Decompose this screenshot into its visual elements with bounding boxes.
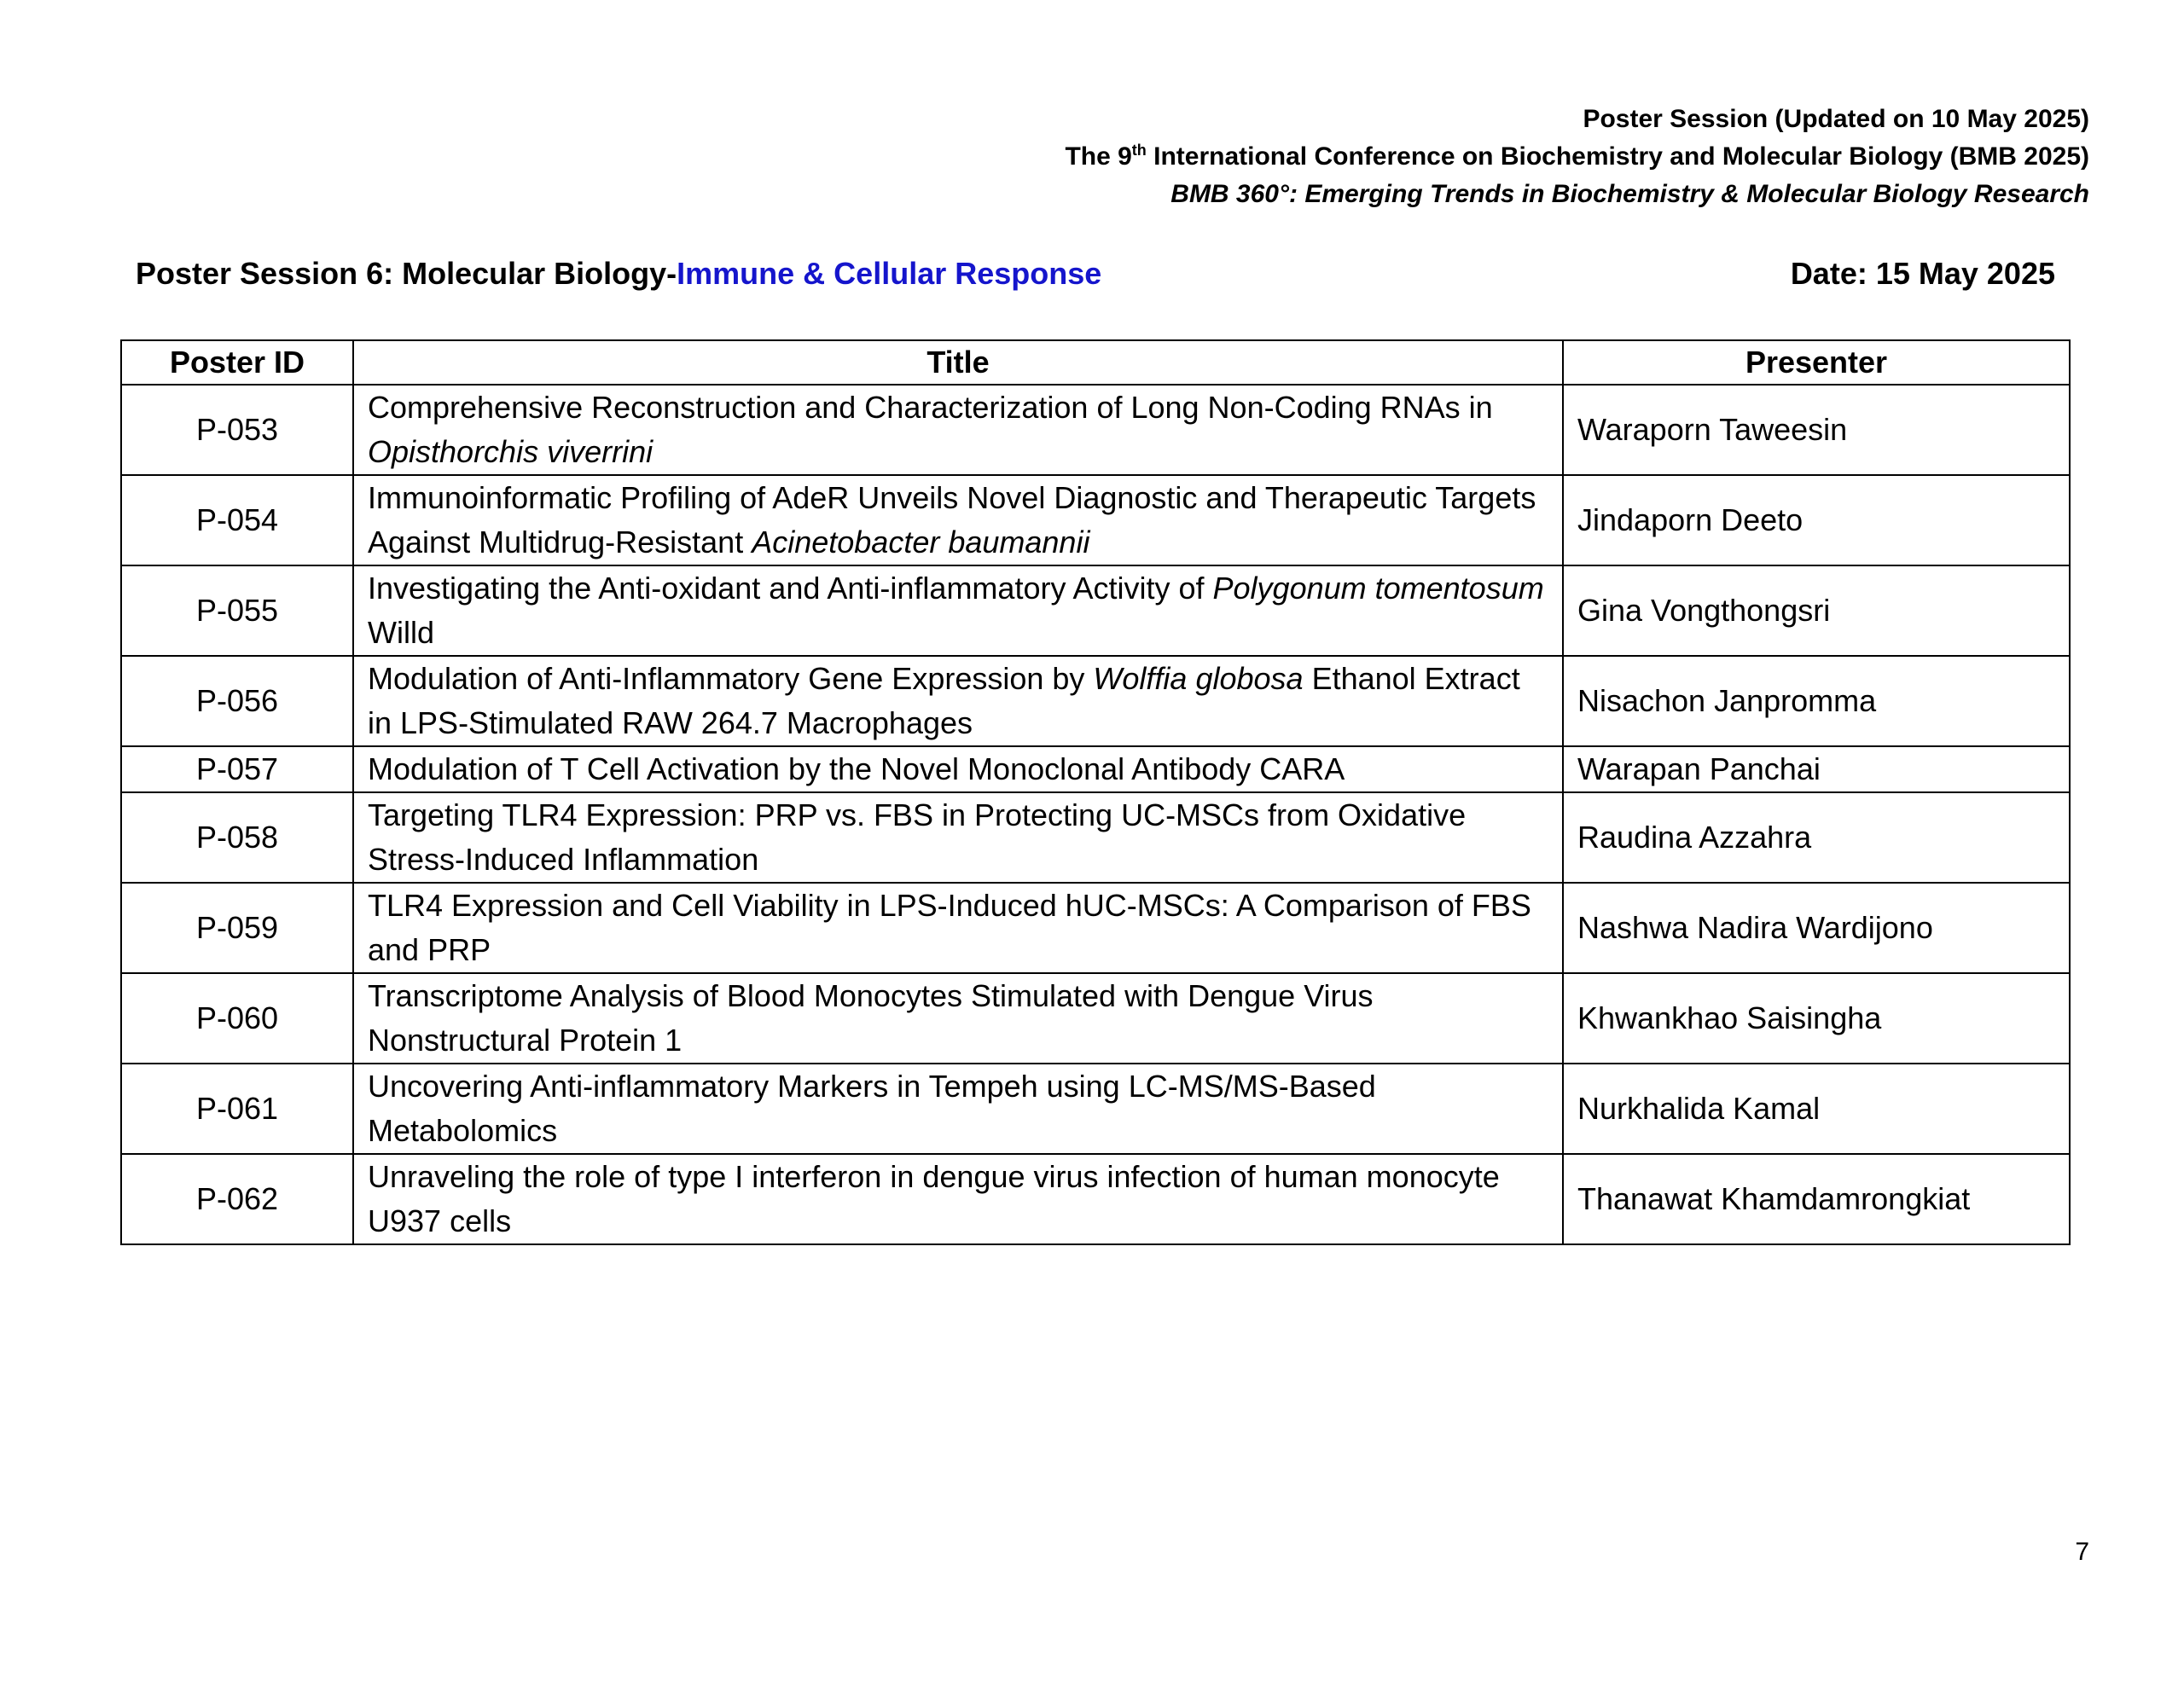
table-header-row	[121, 340, 2070, 385]
poster-title-cell	[353, 565, 1563, 656]
table-row	[121, 1154, 2070, 1244]
table-row	[121, 475, 2070, 565]
poster-id-cell: P-061	[121, 1064, 353, 1154]
column-header-presenter: Presenter	[1563, 340, 2070, 385]
session-title-accent: Immune & Cellular Response	[677, 256, 1102, 291]
poster-title-text: Investigating the Anti-oxidant and Anti-inflammatory Activity of	[368, 571, 1213, 606]
poster-id-cell: P-059	[121, 883, 353, 973]
presenter-cell: Warapan Panchai	[1563, 746, 2070, 792]
presenter-cell: Khwankhao Saisingha	[1563, 973, 2070, 1064]
poster-id-cell: P-053	[121, 385, 353, 475]
column-header-poster-id: Poster ID	[121, 340, 353, 385]
poster-title-text: Immunoinformatic Profiling of AdeR Unveils Novel Diagnostic and Therapeutic Targets Against Multidrug-Resistant	[368, 480, 1536, 559]
poster-title-text: Transcriptome Analysis of Blood Monocytes Stimulated with Dengue Virus Nonstructural Protein 1	[368, 978, 1374, 1058]
poster-title-text: Modulation of T Cell Activation by the Novel Monoclonal Antibody CARA	[368, 751, 1345, 786]
poster-title-cell	[353, 1064, 1563, 1154]
header-theme-line: BMB 360°: Emerging Trends in Biochemistry & Molecular Biology Research	[1170, 180, 2089, 208]
table-row	[121, 973, 2070, 1064]
presenter-cell: Waraporn Taweesin	[1563, 385, 2070, 475]
poster-title-cell	[353, 792, 1563, 883]
presenter-cell: Gina Vongthongsri	[1563, 565, 2070, 656]
table-row	[121, 883, 2070, 973]
poster-title-cell	[353, 475, 1563, 565]
header-conference-prefix: The 9	[1065, 142, 1132, 171]
page-number: 7	[2075, 1538, 2089, 1566]
document-header	[639, 101, 2089, 213]
poster-id-cell: P-055	[121, 565, 353, 656]
session-title-prefix: Poster Session 6: Molecular Biology-	[136, 256, 677, 291]
poster-title-cell	[353, 656, 1563, 746]
presenter-cell: Nashwa Nadira Wardijono	[1563, 883, 2070, 973]
column-header-title: Title	[353, 340, 1563, 385]
poster-title-italic: Acinetobacter baumannii	[752, 525, 1090, 559]
presenter-cell: Jindaporn Deeto	[1563, 475, 2070, 565]
poster-id-cell: P-056	[121, 656, 353, 746]
presenter-cell: Nisachon Janpromma	[1563, 656, 2070, 746]
presenter-cell: Nurkhalida Kamal	[1563, 1064, 2070, 1154]
poster-id-cell: P-057	[121, 746, 353, 792]
poster-title-italic: Polygonum tomentosum	[1212, 571, 1544, 606]
poster-title-text: Uncovering Anti-inflammatory Markers in Tempeh using LC-MS/MS-Based Metabolomics	[368, 1069, 1376, 1148]
table-row	[121, 792, 2070, 883]
header-conference-ordinal: th	[1131, 142, 1147, 159]
session-title	[136, 252, 1101, 295]
session-date: Date: 15 May 2025	[1790, 256, 2055, 291]
poster-title-cell	[353, 973, 1563, 1064]
poster-title-text: Modulation of Anti-Inflammatory Gene Expression by	[368, 661, 1094, 696]
session-row	[136, 252, 2055, 295]
table-row	[121, 565, 2070, 656]
header-update-line: Poster Session (Updated on 10 May 2025)	[1583, 105, 2089, 133]
table-row	[121, 1064, 2070, 1154]
presenter-cell: Thanawat Khamdamrongkiat	[1563, 1154, 2070, 1244]
table-row	[121, 385, 2070, 475]
poster-title-text: Unraveling the role of type I interferon in dengue virus infection of human monocyte U937 cells	[368, 1159, 1500, 1238]
poster-table	[120, 339, 2071, 1245]
poster-title-cell	[353, 746, 1563, 792]
poster-id-cell: P-060	[121, 973, 353, 1064]
poster-title-italic: Opisthorchis viverrini	[368, 434, 653, 469]
poster-id-cell: P-054	[121, 475, 353, 565]
header-conference-line	[639, 138, 2089, 176]
table-row	[121, 746, 2070, 792]
poster-title-italic: Wolffia globosa	[1093, 661, 1304, 696]
poster-title-cell	[353, 1154, 1563, 1244]
header-conference-name: International Conference on Biochemistry and Molecular Biology (BMB 2025)	[1146, 142, 2089, 171]
poster-title-text-after: Ethanol Extract in LPS-Stimulated RAW 264.7 Macrophages	[368, 661, 1520, 740]
table-row	[121, 656, 2070, 746]
poster-title-text: Comprehensive Reconstruction and Characterization of Long Non-Coding RNAs in	[368, 390, 1493, 425]
poster-title-cell	[353, 883, 1563, 973]
poster-id-cell: P-058	[121, 792, 353, 883]
presenter-cell: Raudina Azzahra	[1563, 792, 2070, 883]
poster-id-cell: P-062	[121, 1154, 353, 1244]
poster-title-text: TLR4 Expression and Cell Viability in LPS-Induced hUC-MSCs: A Comparison of FBS and PRP	[368, 888, 1531, 967]
poster-title-text-after: Willd	[368, 615, 434, 650]
poster-title-cell	[353, 385, 1563, 475]
poster-title-text: Targeting TLR4 Expression: PRP vs. FBS in Protecting UC-MSCs from Oxidative Stress-Induced Inflammation	[368, 797, 1467, 877]
